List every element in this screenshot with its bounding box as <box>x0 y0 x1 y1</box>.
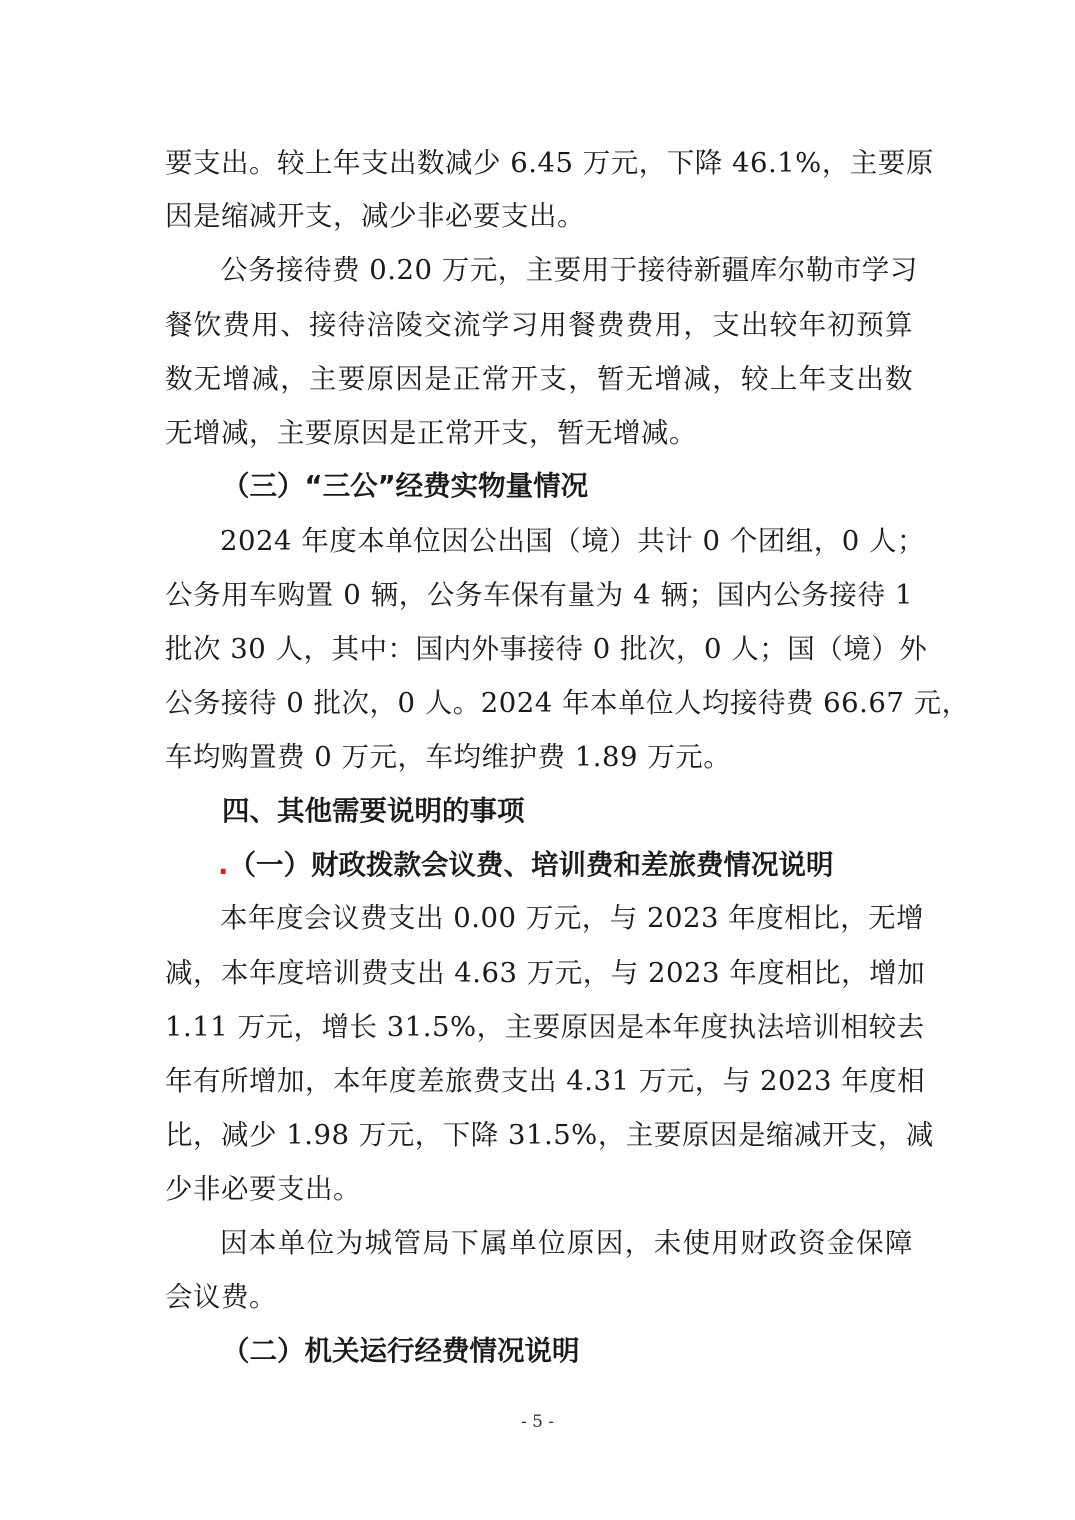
paragraph-line: 数无增减，主要原因是正常开支，暂无增减，较上年支出数 <box>165 363 913 395</box>
subsection-heading-one <box>218 847 833 883</box>
paragraph-line: 无增减，主要原因是正常开支，暂无增减。 <box>165 417 697 449</box>
paragraph-line: 公务接待费 0.20 万元，主要用于接待新疆库尔勒市学习 <box>220 254 918 286</box>
paragraph-line: 年有所增加，本年度差旅费支出 4.31 万元，与 2023 年度相 <box>165 1065 926 1097</box>
paragraph-line: 车均购置费 0 万元，车均维护费 1.89 万元。 <box>165 741 732 773</box>
red-dot-marker: . <box>218 849 229 881</box>
paragraph-line: 餐饮费用、接待涪陵交流学习用餐费费用，支出较年初预算 <box>165 309 913 341</box>
section-heading-four: 四、其他需要说明的事项 <box>222 795 525 827</box>
paragraph-line: 本年度会议费支出 0.00 万元，与 2023 年度相比，无增 <box>220 902 925 934</box>
paragraph-line: 比，减少 1.98 万元，下降 31.5%，主要原因是缩减开支，减 <box>165 1119 934 1151</box>
paragraph-line: 因本单位为城管局下属单位原因，未使用财政资金保障 <box>220 1227 913 1259</box>
page-number: - 5 - <box>520 1412 555 1432</box>
paragraph-line: 少非必要支出。 <box>165 1173 361 1205</box>
paragraph-line: 要支出。较上年支出数减少 6.45 万元，下降 46.1%，主要原 <box>165 147 934 179</box>
paragraph-line: 减，本年度培训费支出 4.63 万元，与 2023 年度相比，增加 <box>165 957 926 989</box>
paragraph-line: 1.11 万元，增长 31.5%，主要原因是本年度执法培训相较去 <box>165 1011 925 1043</box>
subsection-heading-two: （二）机关运行经费情况说明 <box>222 1335 580 1367</box>
paragraph-line: 因是缩减开支，减少非必要支出。 <box>165 200 585 232</box>
paragraph-line: 会议费。 <box>165 1281 277 1313</box>
paragraph-line: 批次 30 人，其中：国内外事接待 0 批次，0 人；国（境）外 <box>165 633 928 665</box>
paragraph-line: 2024 年度本单位因公出国（境）共计 0 个团组，0 人； <box>220 525 925 557</box>
paragraph-line: 公务接待 0 批次，0 人。2024 年本单位人均接待费 66.67 元， <box>165 687 970 719</box>
paragraph-line: 公务用车购置 0 辆，公务车保有量为 4 辆；国内公务接待 1 <box>165 579 913 611</box>
subsection-heading-one-text: （一）财政拨款会议费、培训费和差旅费情况说明 <box>228 849 834 881</box>
section-heading-sangong: （三）“三公”经费实物量情况 <box>222 470 589 502</box>
